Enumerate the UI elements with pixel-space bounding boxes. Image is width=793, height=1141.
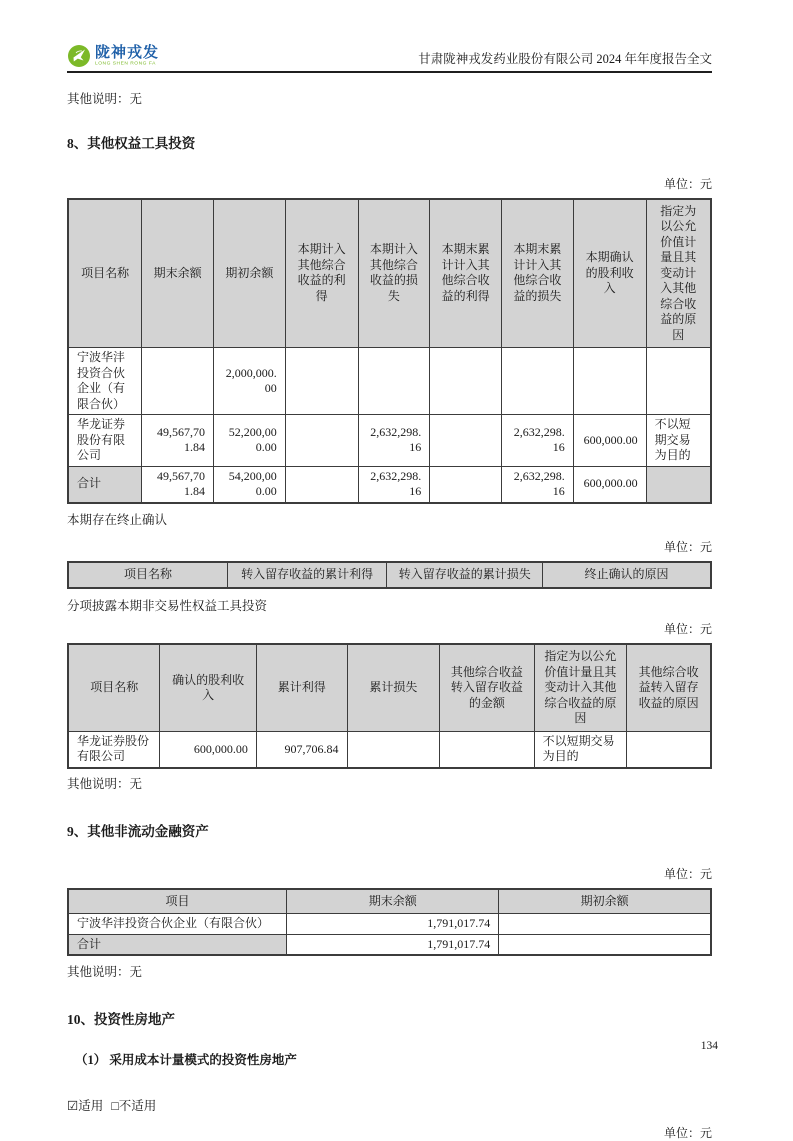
- value-cell: 2,632,298.16: [502, 415, 574, 467]
- total-label-cell: 合计: [68, 934, 287, 955]
- value-cell: 1,791,017.74: [287, 934, 499, 955]
- value-cell: [573, 348, 646, 415]
- value-cell: [347, 731, 440, 768]
- table-row: [68, 914, 711, 935]
- value-cell: 2,632,298.16: [358, 466, 430, 503]
- reason-cell: 不以短期交易为目的: [534, 731, 627, 768]
- value-cell: [358, 348, 430, 415]
- header-cell: 指定为以公允价值计量且其变动计入其他综合收益的原因: [534, 644, 627, 731]
- value-cell: 2,632,298.16: [502, 466, 574, 503]
- header-cell: 确认的股利收入: [160, 644, 256, 731]
- value-cell: 52,200,000.00: [214, 415, 286, 467]
- reason-cell: [627, 731, 711, 768]
- value-cell: 2,632,298.16: [358, 415, 430, 467]
- other-note: 其他说明：无: [67, 92, 143, 106]
- value-cell: 907,706.84: [256, 731, 347, 768]
- value-cell: 54,200,000.00: [214, 466, 286, 503]
- logo-mark-icon: [67, 44, 91, 68]
- checkbox-unchecked-icon: □: [111, 1099, 119, 1114]
- value-cell: [499, 914, 711, 935]
- item-name-cell: 宁波华沣投资合伙企业（有限合伙）: [68, 914, 287, 935]
- table-header-row: [68, 889, 711, 914]
- page-number: 134: [700, 1040, 718, 1052]
- header-cell: 终止确认的原因: [543, 562, 712, 588]
- header-cell: 本期确认的股利收入: [573, 199, 646, 348]
- header-cell: 转入留存收益的累计损失: [387, 562, 543, 588]
- termination-note: 本期存在终止确认: [67, 512, 168, 527]
- table-row: [68, 348, 711, 415]
- table-row: [68, 415, 711, 467]
- applicability-line: [67, 1099, 712, 1115]
- table-header-row: [68, 644, 711, 731]
- total-row: [68, 934, 711, 955]
- total-row: [68, 466, 711, 503]
- value-cell: [430, 348, 502, 415]
- value-cell: [430, 415, 502, 467]
- header-cell: 其他综合收益转入留存收益的原因: [627, 644, 711, 731]
- table-header-row: [68, 562, 711, 588]
- section-9-title: 9、其他非流动金融资产: [67, 823, 209, 839]
- item-name-cell: 华龙证券股份有限公司: [68, 731, 160, 768]
- logo-texts: [95, 45, 169, 67]
- not-applicable-label: 不适用: [118, 1099, 157, 1114]
- breakdown-table: [67, 643, 712, 769]
- section-10-sub1-title: （1） 采用成本计量模式的投资性房地产: [75, 1052, 297, 1067]
- header-cell: 期末余额: [287, 889, 499, 914]
- report-title: 甘肃陇神戎发药业股份有限公司 2024 年年度报告全文: [418, 52, 712, 66]
- unit-label: 单位：元: [663, 540, 712, 555]
- value-cell: 49,567,701.84: [142, 415, 214, 467]
- unit-label: 单位：元: [663, 622, 712, 637]
- header-cell: 本期计入其他综合收益的利得: [285, 199, 358, 348]
- logo-text-en: LONG SHEN RONG FA: [95, 61, 156, 66]
- header-cell: 其他综合收益转入留存收益的金额: [440, 644, 535, 731]
- header-cell: 本期计入其他综合收益的损失: [358, 199, 430, 348]
- value-cell: 600,000.00: [573, 466, 646, 503]
- other-note: 其他说明：无: [67, 965, 143, 979]
- value-cell: [285, 466, 358, 503]
- section-10-title: 10、投资性房地产: [67, 1011, 175, 1027]
- value-cell: [502, 348, 574, 415]
- logo-text-cn: 陇神戎发: [95, 44, 160, 61]
- header-cell: 累计损失: [347, 644, 440, 731]
- value-cell: [499, 934, 711, 955]
- header-cell: 本期末累计计入其他综合收益的利得: [430, 199, 502, 348]
- value-cell: [142, 348, 214, 415]
- value-cell: 1,791,017.74: [287, 914, 499, 935]
- header-cell: 期初余额: [499, 889, 711, 914]
- unit-label: 单位：元: [663, 176, 712, 191]
- item-name-cell: 华龙证券股份有限公司: [68, 415, 142, 467]
- value-cell: 49,567,701.84: [142, 466, 214, 503]
- header-cell: 本期末累计计入其他综合收益的损失: [502, 199, 574, 348]
- value-cell: [285, 415, 358, 467]
- item-name-cell: 宁波华沣投资合伙企业（有限合伙）: [68, 348, 142, 415]
- value-cell: [285, 348, 358, 415]
- header-cell: 项目名称: [68, 199, 142, 348]
- reason-cell: [646, 466, 711, 503]
- table-header-row: [68, 199, 711, 348]
- header-cell: 期末余额: [142, 199, 214, 348]
- header-cell: 期初余额: [214, 199, 286, 348]
- value-cell: 600,000.00: [160, 731, 256, 768]
- noncurrent-assets-table: [67, 888, 712, 957]
- applicable-label: 适用: [78, 1099, 104, 1114]
- header-cell: 累计利得: [256, 644, 347, 731]
- header-cell: 项目: [68, 889, 287, 914]
- unit-label: 单位：元: [663, 866, 712, 881]
- value-cell: [430, 466, 502, 503]
- reason-cell: 不以短期交易为目的: [646, 415, 711, 467]
- section-8-title: 8、其他权益工具投资: [67, 135, 196, 151]
- reason-cell: [646, 348, 711, 415]
- termination-table: [67, 561, 712, 589]
- checkbox-checked-icon: ☑: [67, 1099, 79, 1114]
- other-note: 其他说明：无: [67, 776, 143, 791]
- header-cell: 项目名称: [68, 562, 227, 588]
- report-body: [67, 92, 712, 1141]
- value-cell: [440, 731, 535, 768]
- header-cell: 指定为以公允价值计量且其变动计入其他综合收益的原因: [646, 199, 711, 348]
- unit-label: 单位：元: [663, 1125, 712, 1140]
- equity-investments-table: [67, 198, 712, 504]
- value-cell: 2,000,000.00: [214, 348, 286, 415]
- header-cell: 转入留存收益的累计利得: [227, 562, 386, 588]
- total-label-cell: 合计: [68, 466, 142, 503]
- report-header: [67, 0, 712, 73]
- value-cell: 600,000.00: [573, 415, 646, 467]
- table-row: [68, 731, 711, 768]
- header-cell: 项目名称: [68, 644, 160, 731]
- breakdown-note: 分项披露本期非交易性权益工具投资: [67, 598, 268, 613]
- company-logo: [67, 44, 169, 68]
